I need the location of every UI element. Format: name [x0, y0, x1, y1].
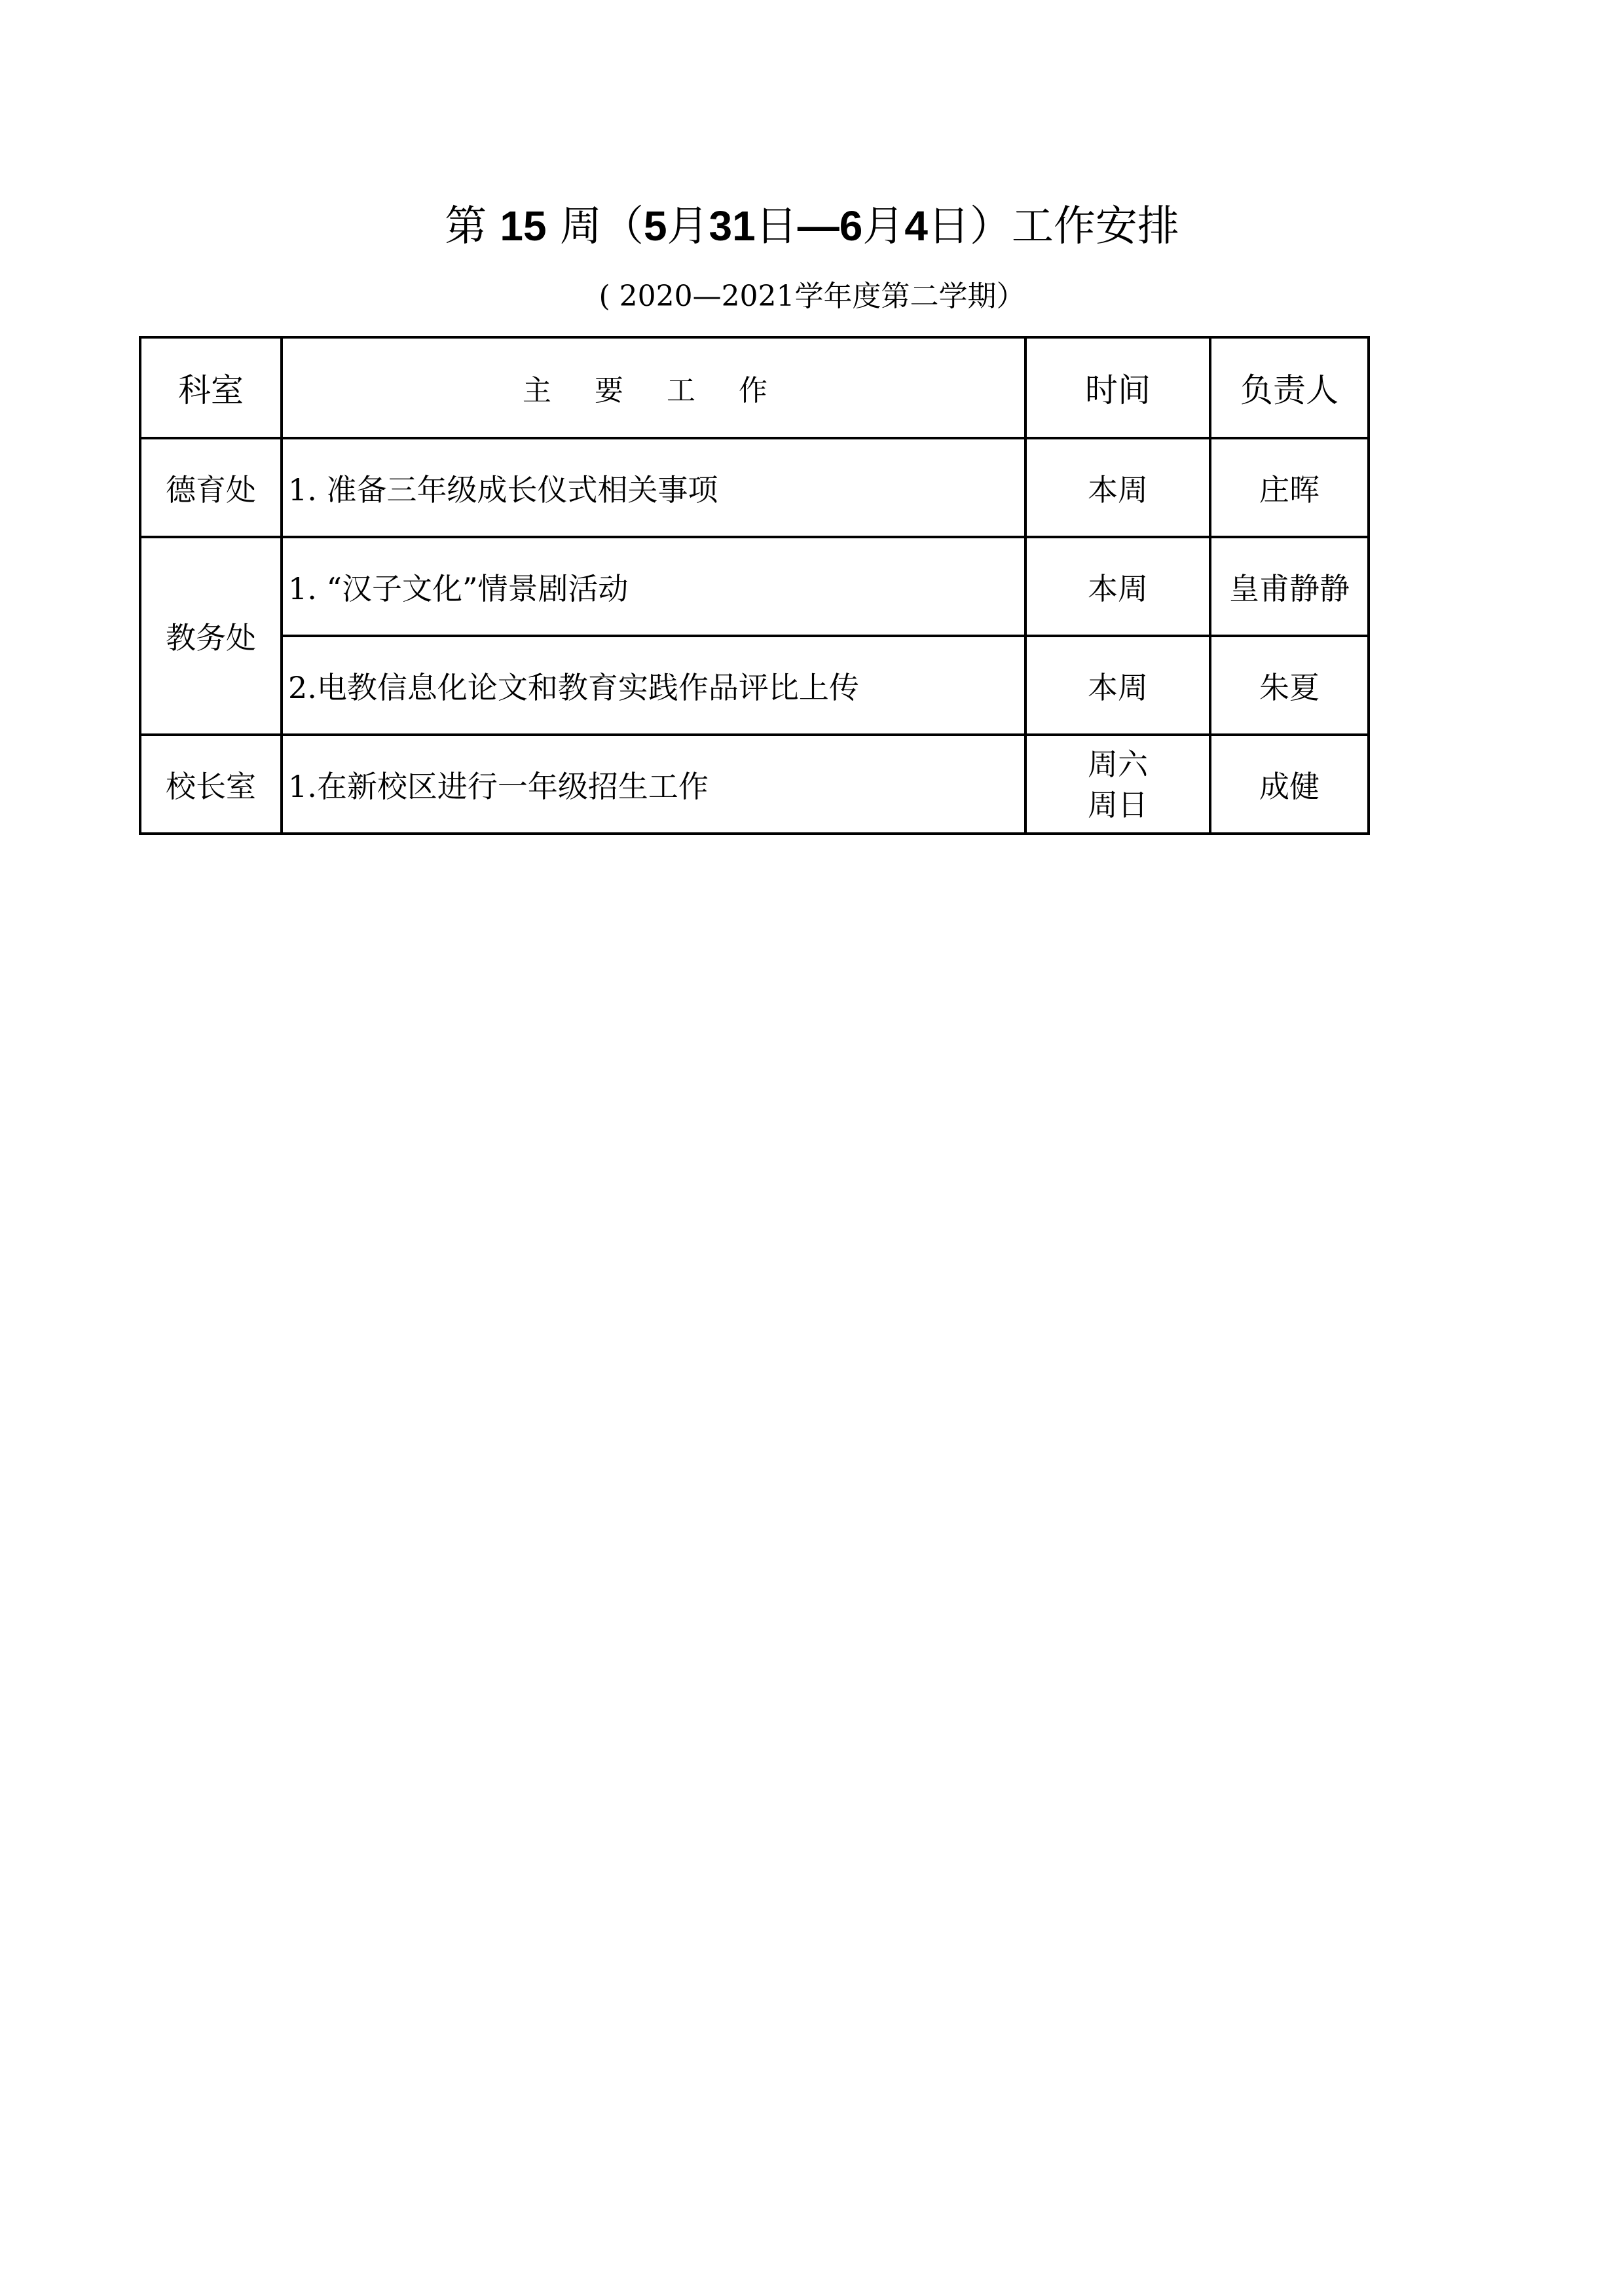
- title-start-month: 5: [643, 202, 667, 250]
- title-day-char-1: 日: [755, 202, 798, 251]
- time-line-1: 周六: [1088, 746, 1148, 782]
- header-time: 时间: [1025, 337, 1210, 438]
- page-title: [0, 190, 1624, 263]
- title-week-number: 15: [500, 202, 547, 250]
- time-cell: [1025, 735, 1210, 834]
- dept-cell: 校长室: [140, 735, 282, 834]
- header-dept: 科室: [140, 337, 282, 438]
- time-line-2: 周日: [1088, 787, 1148, 823]
- title-dash: —: [797, 202, 840, 250]
- owner-cell: 庄晖: [1210, 438, 1369, 537]
- dept-cell: 教务处: [140, 537, 282, 735]
- title-month-char-1: 月: [667, 202, 709, 251]
- time-cell: 本周: [1025, 537, 1210, 636]
- task-cell: 1. 准备三年级成长仪式相关事项: [282, 438, 1025, 537]
- title-month-char-2: 月: [862, 202, 905, 251]
- table-row: [140, 438, 1369, 537]
- owner-cell: 成健: [1210, 735, 1369, 834]
- title-suffix: ）工作安排: [969, 202, 1179, 251]
- header-main-work: 主 要 工 作: [282, 337, 1025, 438]
- owner-cell: 皇甫静静: [1210, 537, 1369, 636]
- title-prefix: 第: [445, 202, 500, 251]
- title-start-day: 31: [709, 202, 756, 250]
- time-two-line: [1088, 744, 1148, 825]
- time-cell: 本周: [1025, 438, 1210, 537]
- table-row: [140, 735, 1369, 834]
- task-cell: 1. “汉子文化”情景剧活动: [282, 537, 1025, 636]
- schedule-table: [139, 336, 1370, 835]
- owner-cell: 朱夏: [1210, 636, 1369, 735]
- title-end-day: 4: [904, 202, 928, 250]
- title-week-suffix: 周（: [546, 202, 644, 251]
- table-row: [140, 537, 1369, 636]
- title-end-month: 6: [839, 202, 863, 250]
- task-cell: 1.在新校区进行一年级招生工作: [282, 735, 1025, 834]
- title-day-char-2: 日: [927, 202, 970, 251]
- task-cell: 2.电教信息化论文和教育实践作品评比上传: [282, 636, 1025, 735]
- table-header-row: [140, 337, 1369, 438]
- time-cell: 本周: [1025, 636, 1210, 735]
- semester-subtitle: ( 2020—2021学年度第二学期）: [599, 280, 1025, 313]
- dept-cell: 德育处: [140, 438, 282, 537]
- table-row: [140, 636, 1369, 735]
- header-owner: 负责人: [1210, 337, 1369, 438]
